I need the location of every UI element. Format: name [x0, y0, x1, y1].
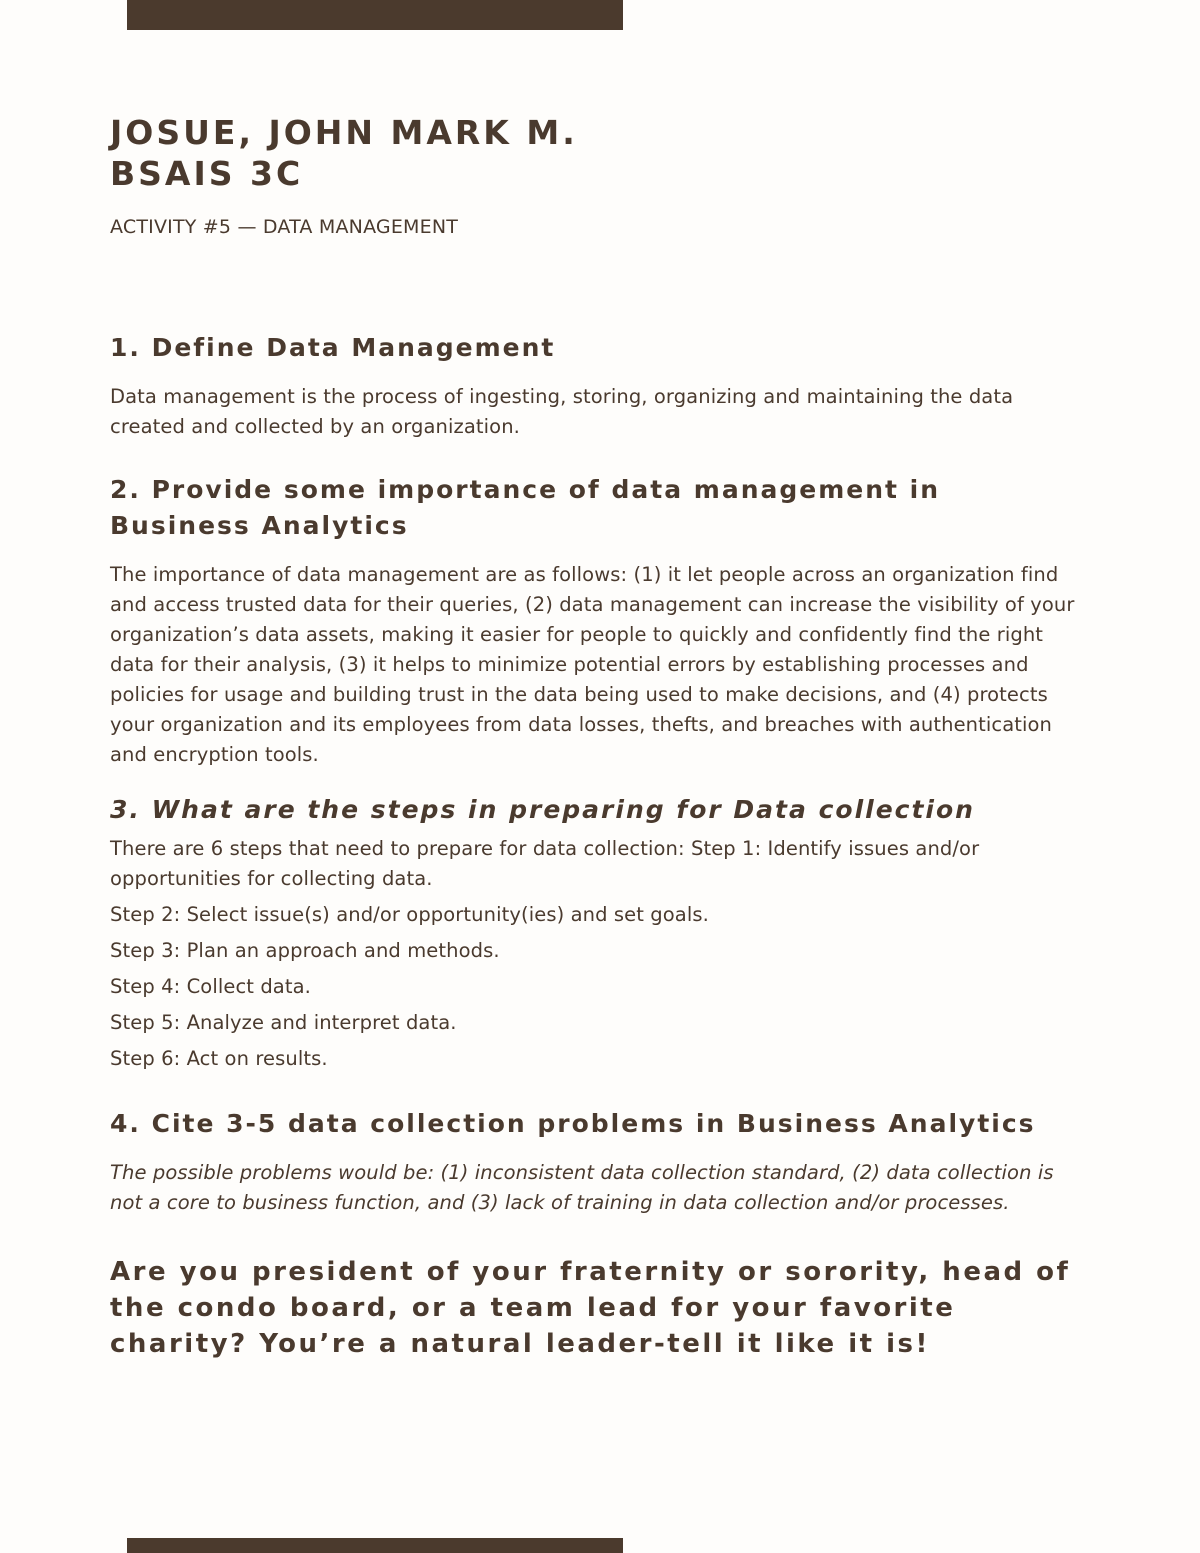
question-4-answer: The possible problems would be: (1) inconsistent data collection standard, (2) data collection is not a core to business function, and (3) lack of training in data collection and/or processes.: [110, 1161, 1054, 1214]
question-2-answer: The importance of data management are as follows: (1) it let people across an organization find and access trusted data for their queries, (2) data management can increase the visibility of your organization’s data assets, making it easier for people to quickly and confidently find the right data for their analysis, (3) it helps to minimize potential errors by establishing processes and policies for usage and building trust in the data being used to make decisions, and (4) protects your organization and its employees from data losses, thefts, and breaches with authentication and encryption tools.: [110, 563, 1075, 766]
question-3-answer: There are 6 steps that need to prepare for data collection: Step 1: Identify issues and/or opportunities for collecting data.: [110, 837, 980, 890]
question-3-heading: 3. What are the steps in preparing for Data collection: [110, 795, 975, 824]
question-3-step: Step 5: Analyze and interpret data.: [110, 1011, 457, 1034]
question-2-heading: 2. Provide some importance of data management in Business Analytics: [110, 475, 941, 540]
document-body: [110, 112, 1085, 1362]
closing-statement: Are you president of your fraternity or sorority, head of the condo board, or a team lead for your favorite charity? You’re a natural leader-tell it like it is!: [110, 1257, 1071, 1359]
question-3-step: Step 4: Collect data.: [110, 975, 311, 998]
question-1-answer: Data management is the process of ingesting, storing, organizing and maintaining the data created and collected by an organization.: [110, 385, 1014, 438]
activity-title: ACTIVITY #5 — DATA MANAGEMENT: [110, 216, 459, 238]
question-3-step: Step 3: Plan an approach and methods.: [110, 939, 500, 962]
question-3-step: Step 2: Select issue(s) and/or opportunity(ies) and set goals.: [110, 903, 709, 926]
question-1-heading: 1. Define Data Management: [110, 333, 556, 362]
top-accent-bar: [127, 0, 623, 30]
student-section: BSAIS 3C: [110, 154, 304, 193]
bottom-accent-bar: [127, 1538, 623, 1553]
question-4-heading: 4. Cite 3-5 data collection problems in Business Analytics: [110, 1109, 1036, 1138]
student-name: JOSUE, JOHN MARK M.: [110, 113, 578, 152]
question-3-step: Step 6: Act on results.: [110, 1047, 328, 1070]
